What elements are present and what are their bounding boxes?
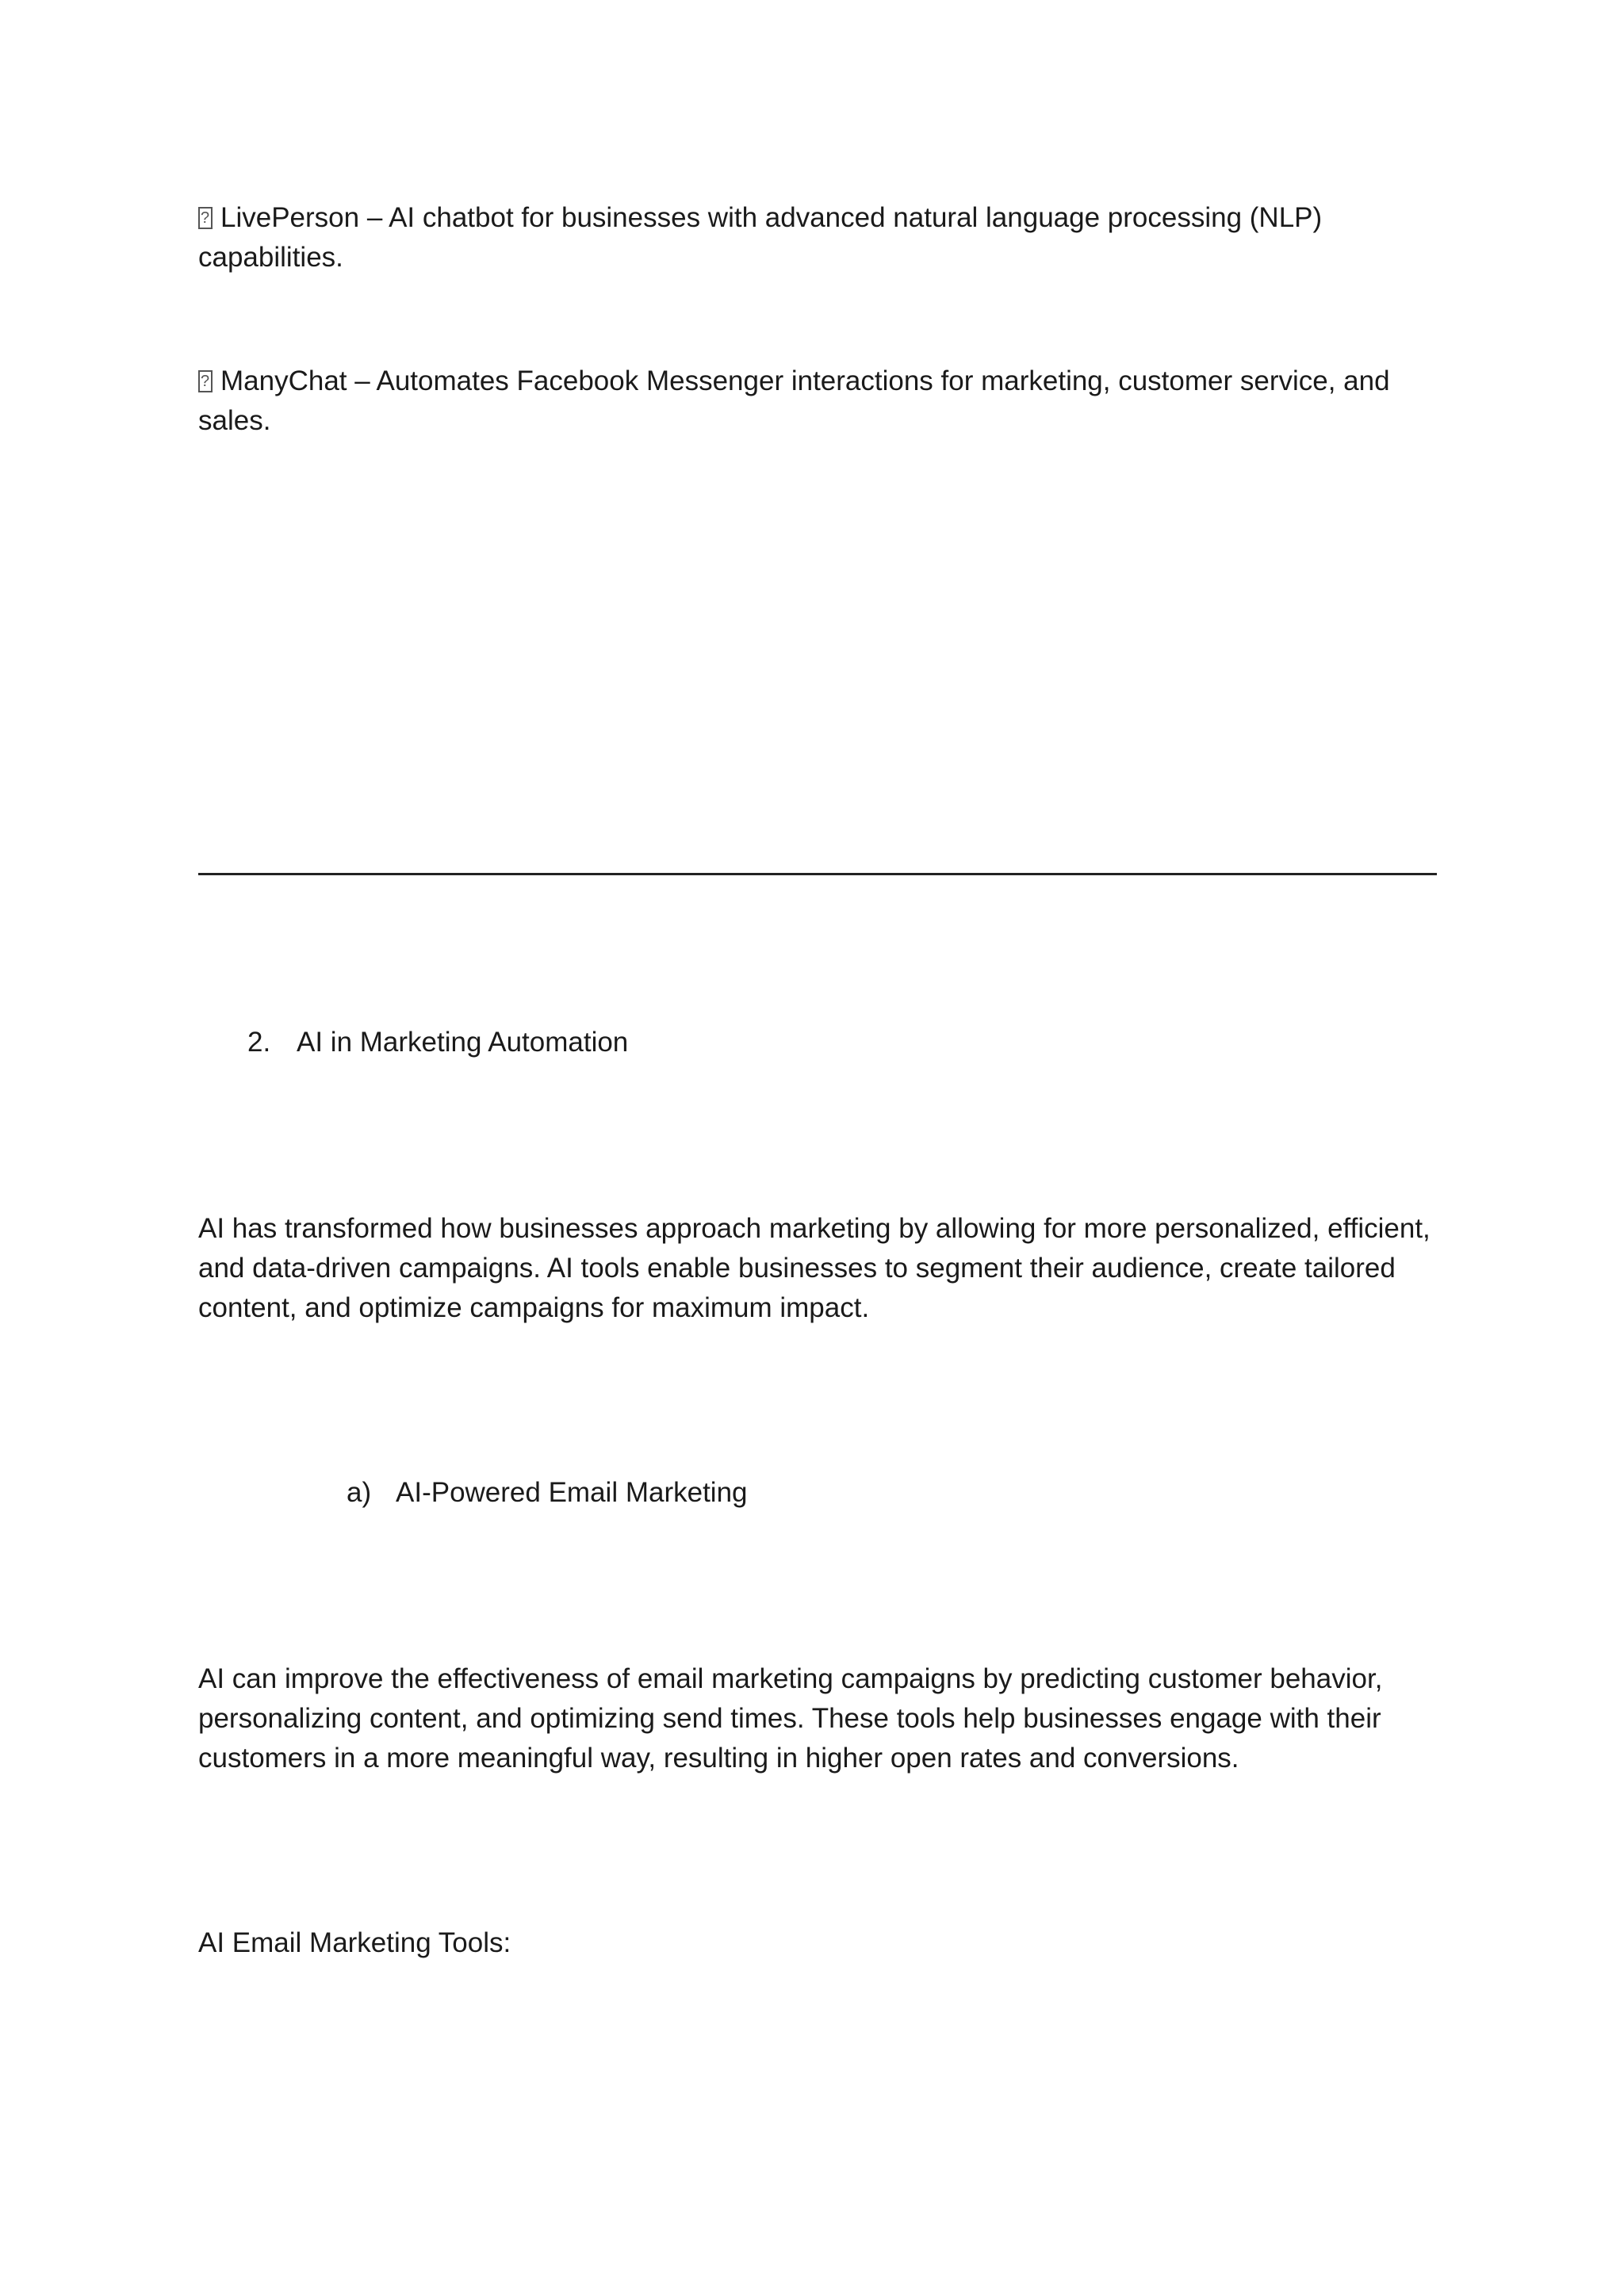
missing-glyph-icon — [198, 207, 213, 229]
subsection-heading — [347, 1473, 748, 1513]
bullet-item-manychat — [198, 362, 1451, 441]
section-number: 2. — [247, 1027, 271, 1058]
subsection-marker: a) — [347, 1477, 372, 1508]
section-title: AI in Marketing Automation — [297, 1027, 629, 1058]
tools-label: AI Email Marketing Tools: — [198, 1927, 511, 1958]
bullet-text: LivePerson – AI chatbot for businesses with advanced natural language processing (NLP) capabilities. — [198, 202, 1323, 273]
bullet-item-liveperson — [198, 198, 1451, 277]
missing-glyph-icon — [198, 370, 213, 392]
horizontal-divider — [198, 873, 1437, 875]
subsection-title: AI-Powered Email Marketing — [396, 1477, 748, 1508]
subsection-body-paragraph: AI can improve the effectiveness of email marketing campaigns by predicting customer behavior, personalizing content, and optimizing send times. These tools help businesses engage with their customers in a more meaningful way, resulting in higher open rates and conversions. — [198, 1663, 1383, 1774]
section-intro-paragraph: AI has transformed how businesses approach marketing by allowing for more personalized, efficient, and data-driven campaigns. AI tools enable businesses to segment their audience, create tailored content, and optimize campaigns for maximum impact. — [198, 1213, 1431, 1323]
section-heading — [247, 1023, 628, 1062]
bullet-text: ManyChat – Automates Facebook Messenger interactions for marketing, customer service, and sales. — [198, 365, 1390, 436]
